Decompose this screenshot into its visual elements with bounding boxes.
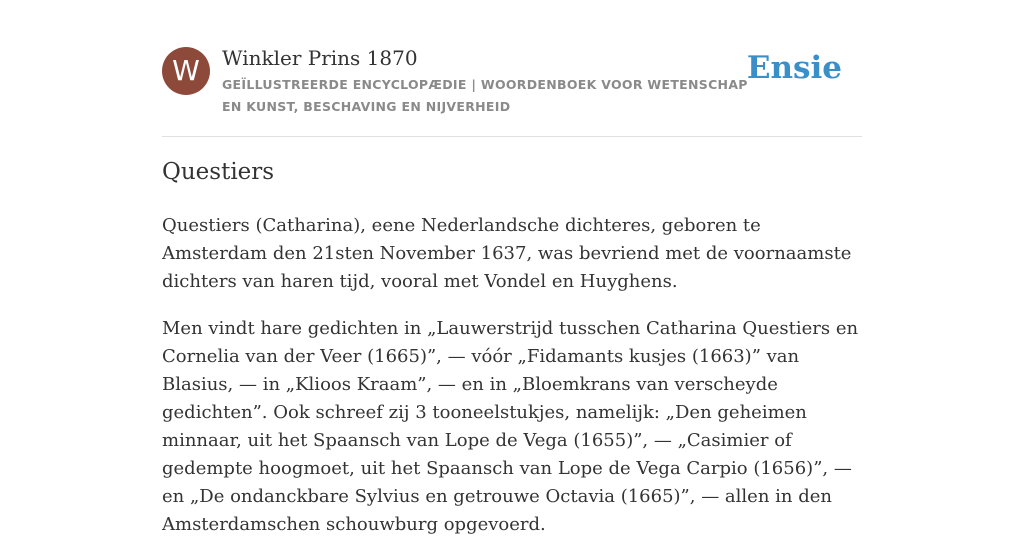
- source-subtitle: GEÏLLUSTREERDE ENCYCLOPÆDIE | WOORDENBOEK VOOR WETENSCHAP EN KUNST, BESCHAVING EN NIJVERHEID: [222, 77, 748, 114]
- source-avatar[interactable]: W: [162, 47, 210, 95]
- ensie-logo[interactable]: Ensie: [746, 50, 842, 86]
- article-paragraph: Men vindt hare gedichten in „Lauwerstrijd tusschen Catharina Questiers en Cornelia van der Veer (1665)”, — vóór „Fidamants kusjes (1663)” van Blasius, — in „Klioos Kraam”, — en in „Bloemkrans van verscheyde gedichten”. Ook schreef zij 3 tooneelstukjes, namelijk: „Den geheimen minnaar, uit het Spaansch van Lope de Vega (1655)”, — „Casimier of gedempte hoogmoet, uit het Spaansch van Lope de Vega Carpio (1656)”, — en „De ondanckbare Sylvius en getrouwe Octavia (1665)”, — allen in den Amsterdamschen schouwburg opgevoerd.: [162, 318, 859, 535]
- article-paragraph: Questiers (Catharina), eene Nederlandsche dichteres, geboren te Amsterdam den 21sten November 1637, was bevriend met de voornaamste dichters van haren tijd, vooral met Vondel en Huyghens.: [162, 215, 852, 292]
- article-body: [162, 212, 862, 558]
- source-title[interactable]: Winkler Prins 1870: [222, 46, 418, 70]
- source-header: [162, 44, 862, 137]
- article-title: Questiers: [162, 159, 275, 185]
